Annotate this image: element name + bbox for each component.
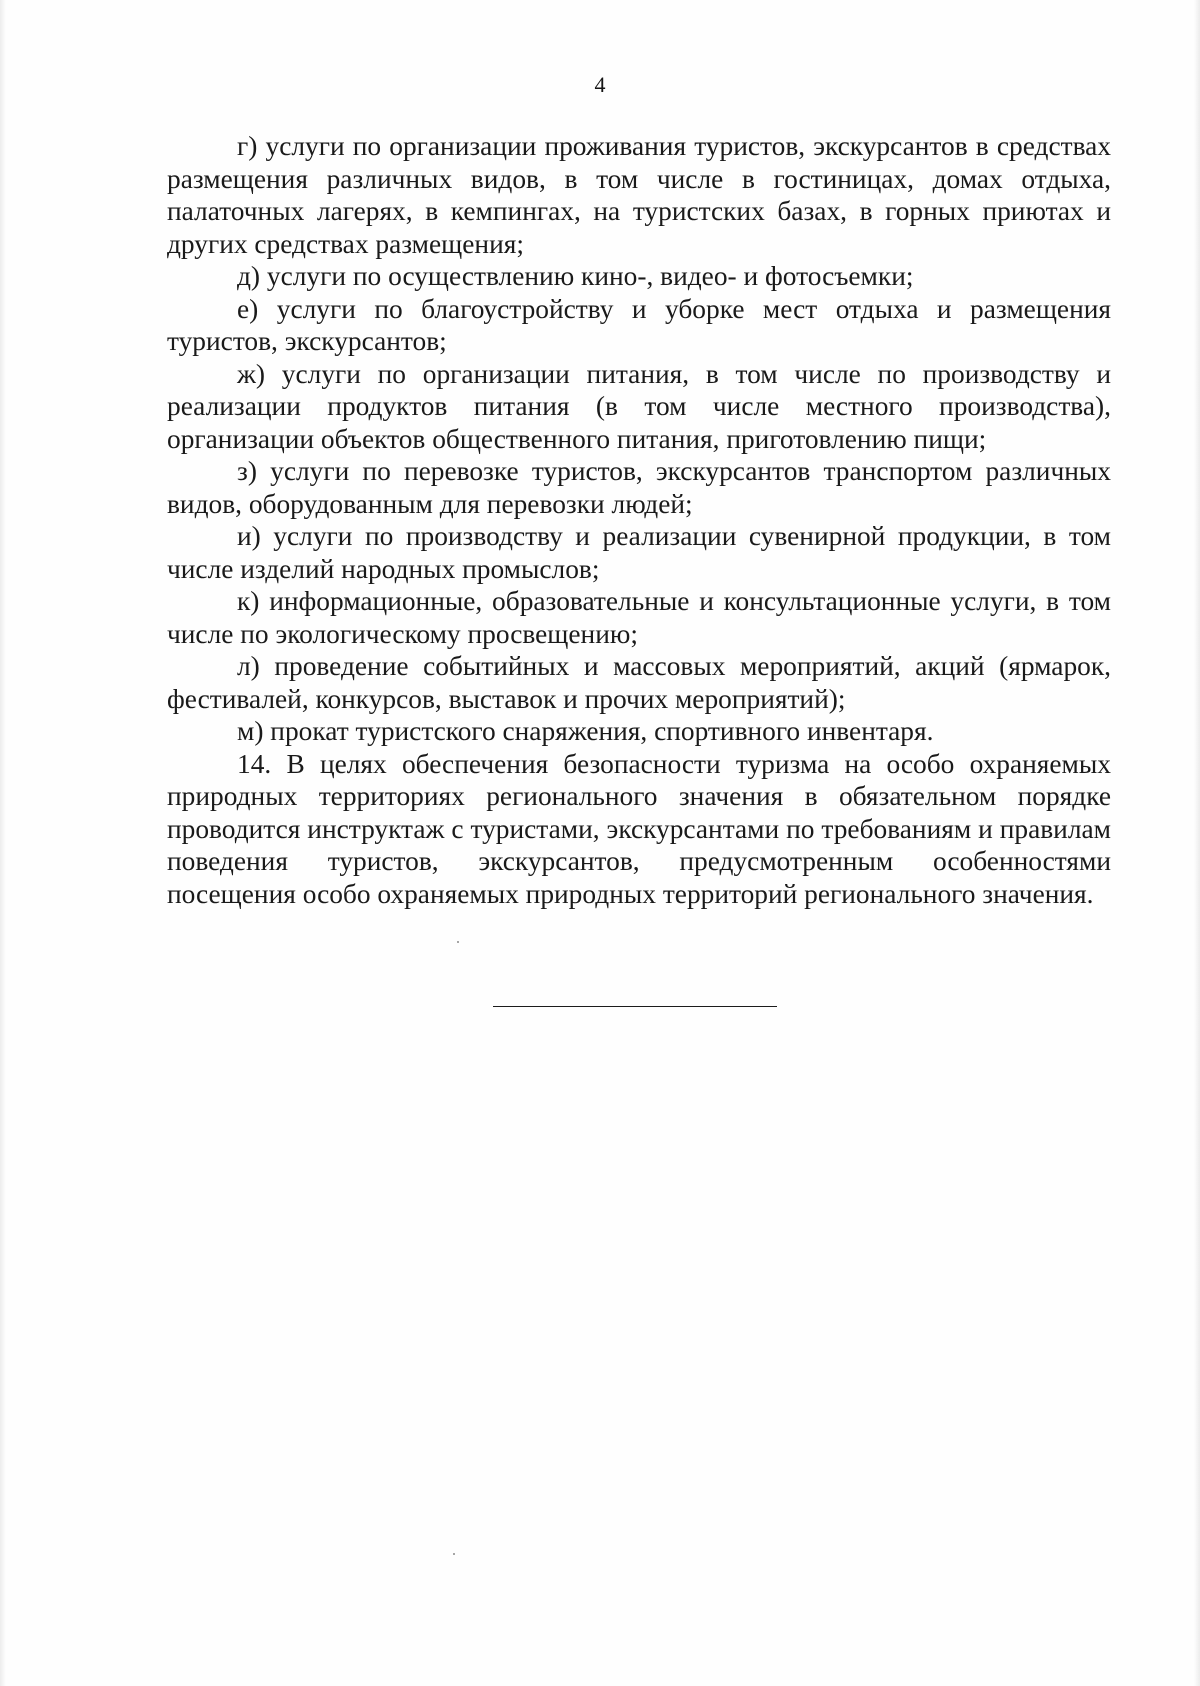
scan-speck: [457, 941, 459, 943]
page-number: 4: [594, 72, 606, 97]
paragraph-item-d: д) услуги по осуществлению кино-, видео- и фотосъемки;: [237, 261, 914, 291]
paragraph-item-z: з) услуги по перевозке туристов, экскурсантов транспортом различных видов, оборудованным для перевозки людей;: [167, 456, 1111, 519]
closing-rule-divider: [493, 1006, 777, 1007]
paragraph-item-zh: ж) услуги по организации питания, в том числе по производству и реализации продуктов питания (в том числе местного производства), организации объектов общественного питания, приготовлению пищи;: [167, 358, 1111, 454]
paragraph-item-i: и) услуги по производству и реализации сувенирной продукции, в том числе изделий народных промыслов;: [167, 521, 1111, 584]
paragraph-item-e: е) услуги по благоустройству и уборке мест отдыха и размещения туристов, экскурсантов;: [167, 293, 1111, 356]
paragraph-item-m: м) прокат туристского снаряжения, спортивного инвентаря.: [237, 716, 934, 746]
document-body: [167, 130, 1111, 910]
paragraph-item-g: г) услуги по организации проживания туристов, экскурсантов в средствах размещения различных видов, в том числе в гостиницах, домах отдыха, палаточных лагерях, в кемпингах, на туристских базах, в горных приютах и других средствах размещения;: [167, 131, 1111, 259]
scan-speck: [453, 1553, 455, 1555]
scan-edge-left: [0, 0, 6, 1686]
paragraph-section-14: 14. В целях обеспечения безопасности туризма на особо охраняемых природных территориях регионального значения в обязательном порядке проводится инструктаж с туристами, экскурсантами по требованиям и правилам поведения туристов, экскурсантов, предусмотренным особенностями посещения особо охраняемых природных территорий регионального значения.: [167, 748, 1111, 909]
scan-edge-right: [1194, 0, 1200, 1686]
paragraph-item-k: к) информационные, образовательные и консультационные услуги, в том числе по экологическому просвещению;: [167, 586, 1111, 649]
paragraph-item-l: л) проведение событийных и массовых мероприятий, акций (ярмарок, фестивалей, конкурсов, выставок и прочих мероприятий);: [167, 651, 1111, 714]
